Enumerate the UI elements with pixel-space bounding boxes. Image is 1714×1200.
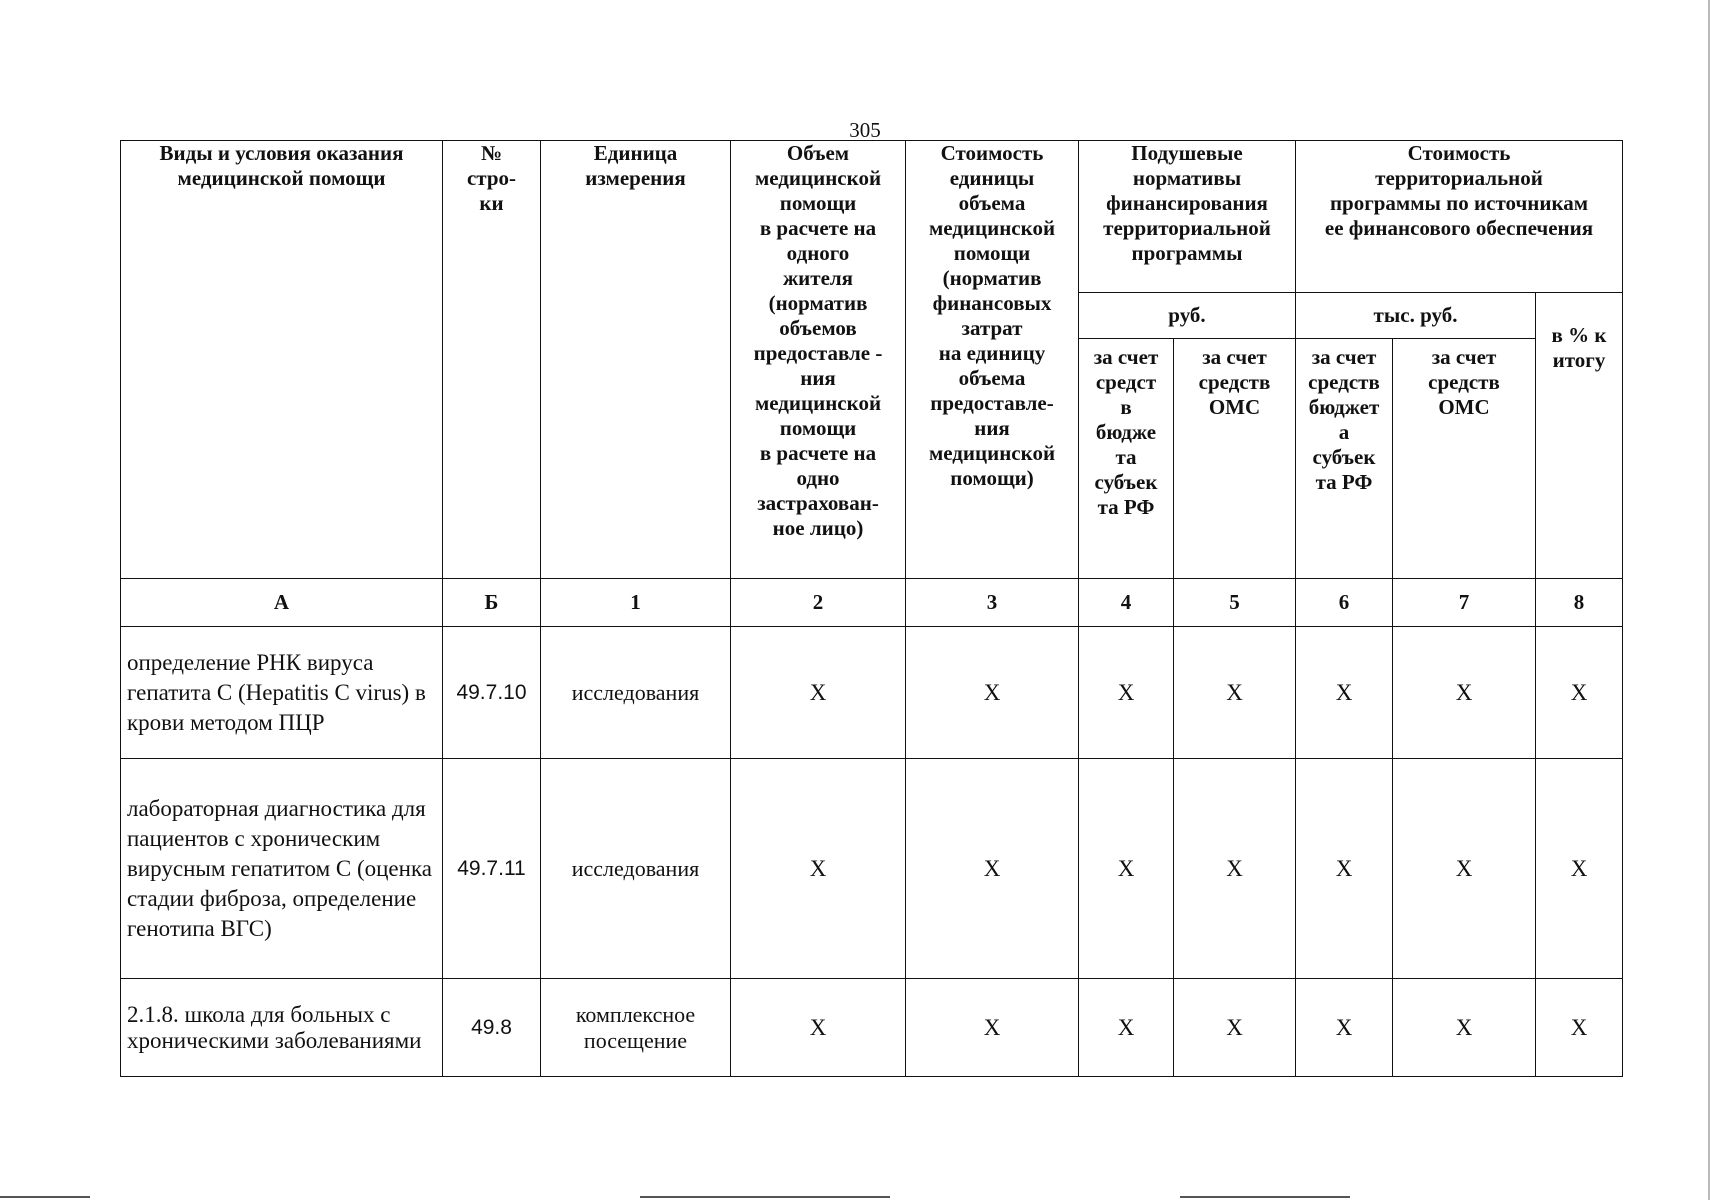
row-name: лабораторная диагностика для пациентов с хроническим вирусным гепатитом С (оценка стадии фиброза, определение генотипа ВГС) xyxy=(121,759,443,979)
index-cell: 1 xyxy=(541,579,731,627)
row-value: Х xyxy=(1393,979,1536,1077)
index-cell: 6 xyxy=(1296,579,1393,627)
header-per-capita-norms: Подушевые нормативы финансирования территориальной программы xyxy=(1079,141,1296,293)
row-value: Х xyxy=(906,627,1079,759)
header-col-5: за счет средств ОМС xyxy=(1174,339,1296,579)
row-line-number: 49.7.11 xyxy=(443,759,541,979)
header-volume: Объем медицинской помощи в расчете на одного жителя (норматив объемов предоставле - ния медицинской помощи в расчете на одно застрахован- ное лицо) xyxy=(731,141,906,579)
row-value: Х xyxy=(731,627,906,759)
row-value: Х xyxy=(1174,759,1296,979)
row-value: Х xyxy=(1393,627,1536,759)
header-col-7: за счет средств ОМС xyxy=(1393,339,1536,579)
row-line-number: 49.8 xyxy=(443,979,541,1077)
row-value: Х xyxy=(1296,627,1393,759)
page-number: 305 xyxy=(849,118,881,142)
row-value: Х xyxy=(1079,979,1174,1077)
row-value: Х xyxy=(1296,979,1393,1077)
header-rub: руб. xyxy=(1079,293,1296,339)
row-value: Х xyxy=(906,979,1079,1077)
column-index-row xyxy=(121,579,1623,627)
index-cell: 3 xyxy=(906,579,1079,627)
index-cell: 2 xyxy=(731,579,906,627)
row-value: Х xyxy=(1174,979,1296,1077)
financing-table xyxy=(120,140,1623,1077)
row-value: Х xyxy=(1079,627,1174,759)
scan-edge-mark xyxy=(1708,0,1710,1200)
row-name: определение РНК вируса гепатита С (Hepatitis C virus) в крови методом ПЦР xyxy=(121,627,443,759)
scan-edge-line xyxy=(0,1196,90,1198)
index-cell: 7 xyxy=(1393,579,1536,627)
row-value: Х xyxy=(1536,979,1623,1077)
scan-edge-line xyxy=(640,1196,890,1198)
row-value: Х xyxy=(1174,627,1296,759)
row-value: Х xyxy=(1536,759,1623,979)
header-line-number: № стро- ки xyxy=(443,141,541,579)
header-col-4: за счет средст в бюдже та субъек та РФ xyxy=(1079,339,1174,579)
header-thousand-rub: тыс. руб. xyxy=(1296,293,1536,339)
header-row-1 xyxy=(121,141,1623,293)
row-name: 2.1.8. школа для больных с хроническими заболеваниями xyxy=(121,979,443,1077)
header-col-6: за счет средств бюджет а субъек та РФ xyxy=(1296,339,1393,579)
index-cell: 4 xyxy=(1079,579,1174,627)
row-value: Х xyxy=(1296,759,1393,979)
row-value: Х xyxy=(1079,759,1174,979)
header-program-cost: Стоимость территориальной программы по источникам ее финансового обеспечения xyxy=(1296,141,1623,293)
row-value: Х xyxy=(731,979,906,1077)
row-value: Х xyxy=(906,759,1079,979)
row-unit: исследования xyxy=(541,759,731,979)
index-cell: 5 xyxy=(1174,579,1296,627)
table-row xyxy=(121,627,1623,759)
row-value: Х xyxy=(1393,759,1536,979)
row-line-number: 49.7.10 xyxy=(443,627,541,759)
index-cell: Б xyxy=(443,579,541,627)
index-cell: А xyxy=(121,579,443,627)
row-unit: исследования xyxy=(541,627,731,759)
row-unit: комплексное посещение xyxy=(541,979,731,1077)
scan-edge-line xyxy=(1180,1196,1350,1198)
row-value: Х xyxy=(731,759,906,979)
row-value: Х xyxy=(1536,627,1623,759)
index-cell: 8 xyxy=(1536,579,1623,627)
header-percent-of-total: в % к итогу xyxy=(1536,293,1623,579)
table-row xyxy=(121,759,1623,979)
header-unit: Единица измерения xyxy=(541,141,731,579)
table-row xyxy=(121,979,1623,1077)
header-types-of-care: Виды и условия оказания медицинской помощи xyxy=(121,141,443,579)
header-unit-cost: Стоимость единицы объема медицинской помощи (норматив финансовых затрат на единицу объема предоставле- ния медицинской помощи) xyxy=(906,141,1079,579)
